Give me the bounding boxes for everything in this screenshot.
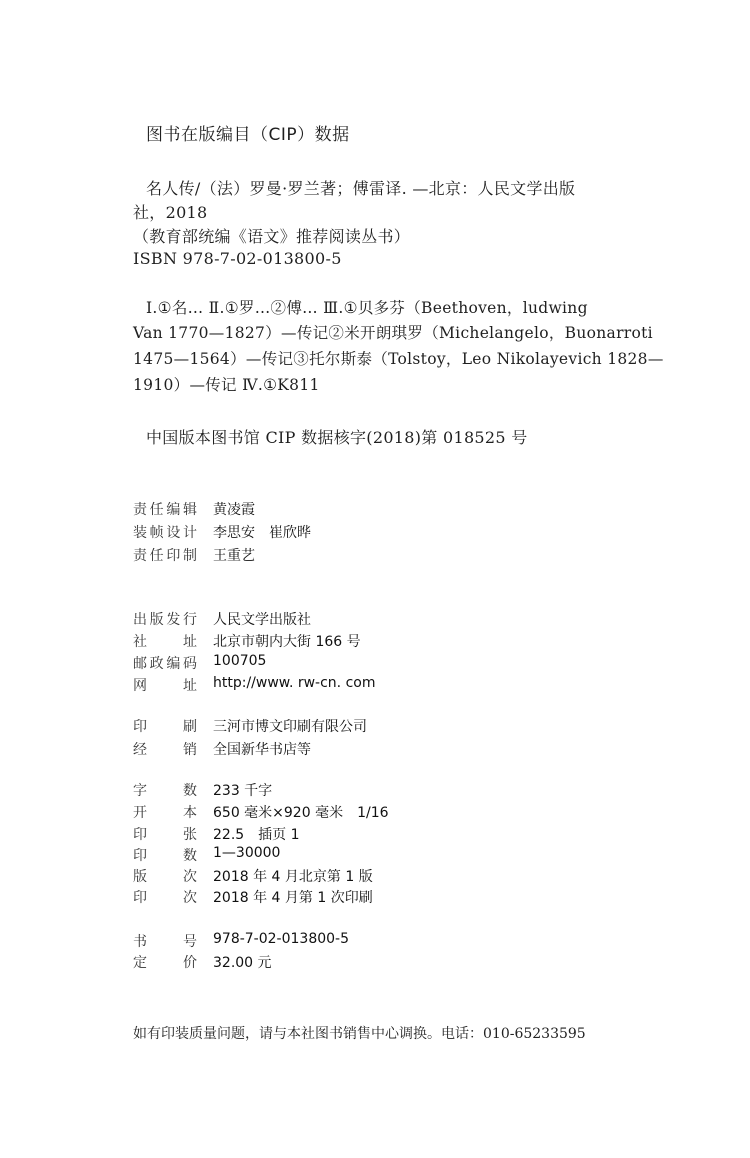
cip-subject-line-4: 1910）—传记 Ⅳ.①K811: [133, 376, 320, 394]
field-label: 责任编辑: [133, 502, 197, 518]
website-value: http://www. rw-cn. com: [213, 675, 376, 691]
field-label: 印刷: [133, 719, 197, 735]
field-value: 李思安 崔欣晔: [213, 525, 311, 541]
field-value: 2018 年 4 月第 1 次印刷: [213, 890, 373, 906]
field-value: 650 毫米×920 毫米 1/16: [213, 805, 389, 821]
field-value: 王重艺: [213, 548, 255, 564]
cip-subject-line-2: Van 1770—1827）—传记②米开朗琪罗（Michelangelo，Buonarroti: [133, 324, 653, 342]
field-label: 责任印制: [133, 548, 197, 564]
field-value: 全国新华书店等: [213, 742, 311, 758]
cip-subject-line-1: Ⅰ.①名… Ⅱ.①罗…②傅… Ⅲ.①贝多芬（Beethoven，ludwing: [146, 299, 588, 317]
field-label: 装帧设计: [133, 525, 197, 541]
field-value: 黄凌霞: [213, 502, 255, 518]
field-value: 1—30000: [213, 845, 281, 861]
field-label: 印张: [133, 827, 197, 843]
field-value: 2018 年 4 月北京第 1 版: [213, 869, 373, 885]
field-value: 人民文学出版社: [213, 612, 311, 628]
cip-isbn: ISBN 978-7-02-013800-5: [133, 249, 342, 268]
field-value: 233 千字: [213, 783, 273, 799]
field-value: 22.5 插页 1: [213, 827, 300, 843]
field-value: 三河市博文印刷有限公司: [213, 719, 367, 735]
cip-title: 图书在版编目（CIP）数据: [146, 125, 350, 145]
cip-series: （教育部统编《语文》推荐阅读丛书）: [133, 227, 411, 246]
book-number-value: 978-7-02-013800-5: [213, 931, 350, 947]
field-label: 书号: [133, 934, 197, 950]
footer-notice: 如有印装质量问题，请与本社图书销售中心调换。电话：010-65233595: [133, 1026, 586, 1042]
field-label: 出版发行: [133, 612, 197, 628]
cip-entry-line-1: 名人传/（法）罗曼·罗兰著；傅雷译. —北京：人民文学出版: [146, 179, 576, 198]
field-label: 定价: [133, 955, 197, 971]
cip-verification-number: 中国版本图书馆 CIP 数据核字(2018)第 018525 号: [146, 428, 528, 447]
field-label: 社址: [133, 634, 197, 650]
field-value: 北京市朝内大街 166 号: [213, 634, 361, 650]
cip-entry-line-2: 社，2018: [133, 203, 208, 222]
field-label: 开本: [133, 805, 197, 821]
field-label: 邮政编码: [133, 656, 197, 672]
field-label: 网址: [133, 678, 197, 694]
price-value: 32.00 元: [213, 955, 272, 971]
field-label: 经销: [133, 742, 197, 758]
field-label: 字数: [133, 783, 197, 799]
field-value: 100705: [213, 653, 267, 669]
field-label: 印次: [133, 890, 197, 906]
field-label: 印数: [133, 848, 197, 864]
cip-subject-line-3: 1475—1564）—传记③托尔斯泰（Tolstoy，Leo Nikolayevich 1828—: [133, 350, 664, 368]
field-label: 版次: [133, 869, 197, 885]
